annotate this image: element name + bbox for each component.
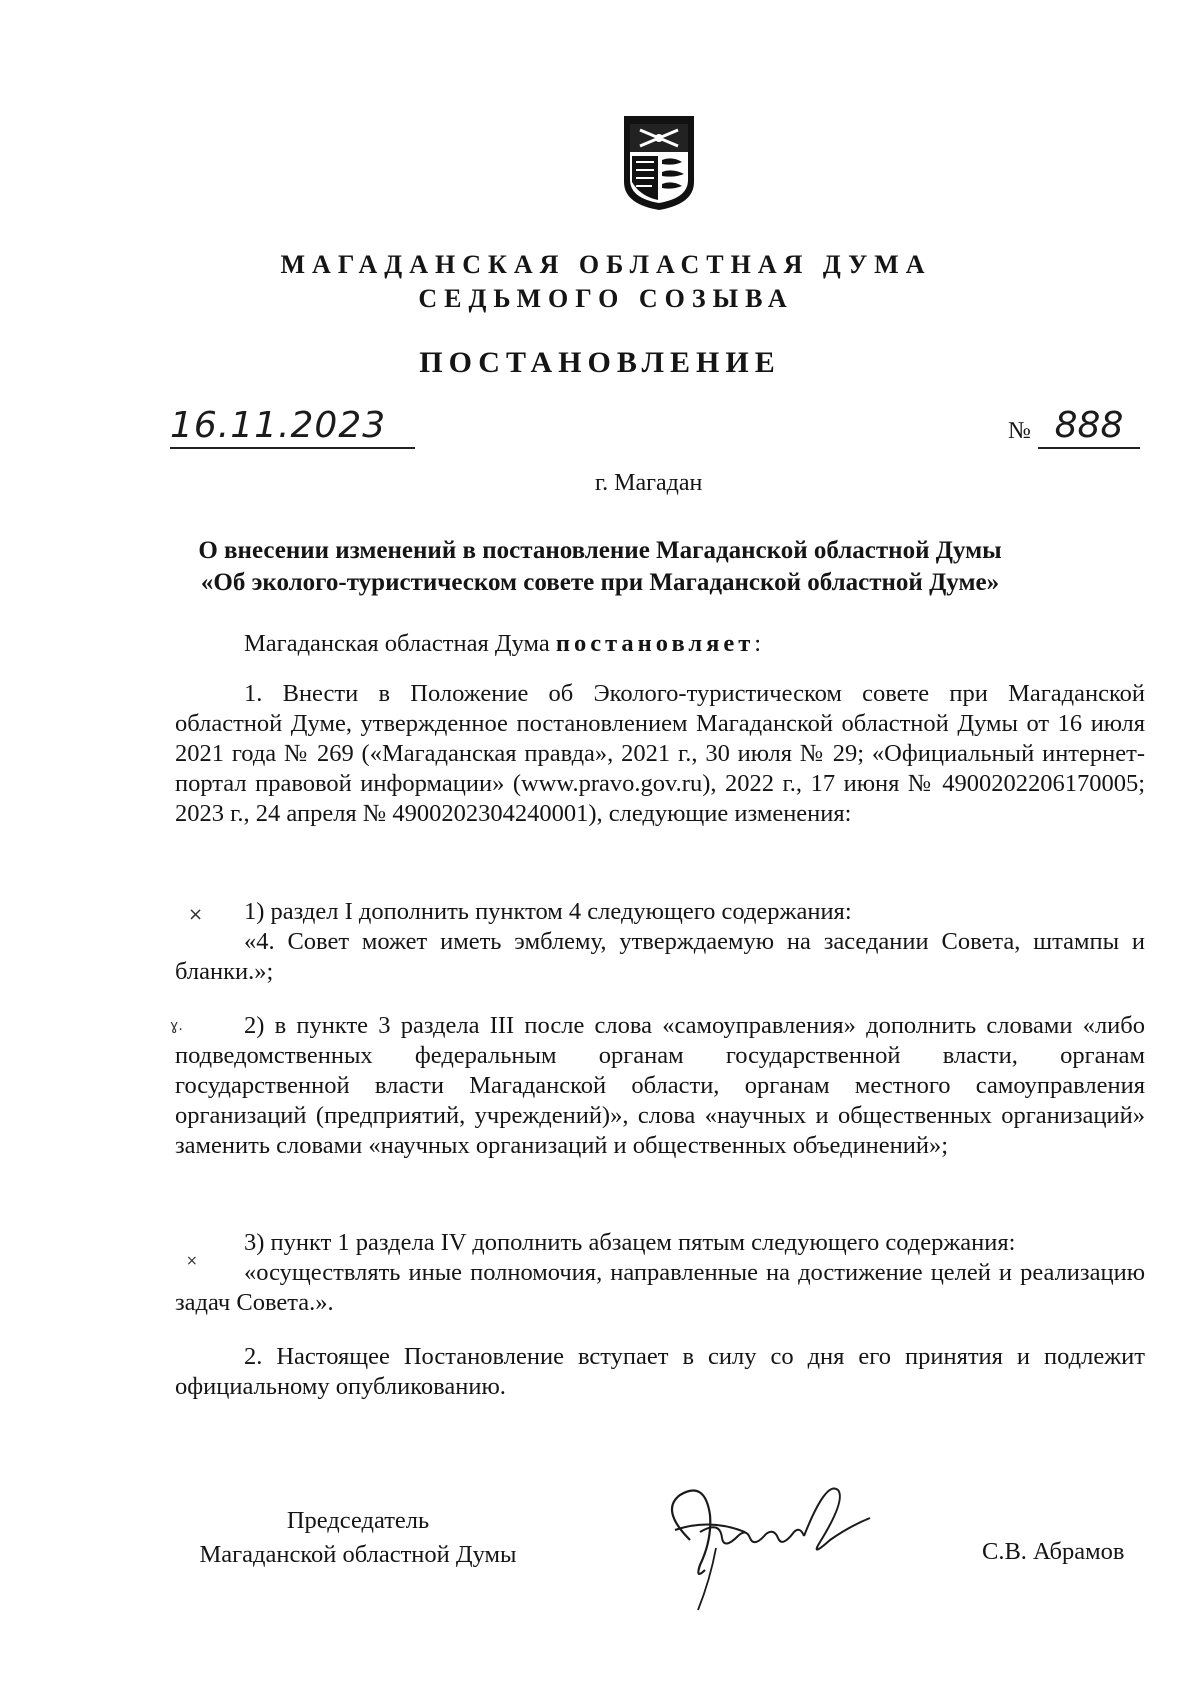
paragraph-item-2: 2. Настоящее Постановление вступает в силу со дня его принятия и подлежит официальному опубликованию. <box>175 1343 1145 1400</box>
signatory-title <box>168 1504 548 1572</box>
title-line: О внесении изменений в постановление Магаданской областной Думы <box>198 537 1002 564</box>
signature-icon <box>650 1470 880 1620</box>
document-type: ПОСТАНОВЛЕНИЕ <box>419 346 781 379</box>
margin-tick-icon: ɣ. <box>170 1018 183 1034</box>
subparagraph-3: 3) пункт 1 раздела IV дополнить абзацем пятым следующего содержания: <box>244 1229 1016 1256</box>
number-label: № <box>1008 418 1031 444</box>
paragraph-item-1: 1. Внести в Положение об Эколого-туристическом совете при Магаданской областной Думе, утвержденное постановлением Магаданской областной Думы от 16 июля 2021 года № 269 («Магаданская правда», 2021 г., 30 июля № 29; «Официальный интернет-портал правовой информации» (www.pravo.gov.ru), 2022 г., 17 июня № 4900202206170005; 2023 г., 24 апреля № 4900202304240001), следующие изменения: <box>175 680 1145 827</box>
signatory-name: С.В. Абрамов <box>982 1538 1125 1565</box>
document-date: 16.11.2023 <box>170 405 415 449</box>
preamble-verb: постановляет <box>555 630 755 657</box>
document-title <box>0 535 1200 599</box>
organization-name: МАГАДАНСКАЯ ОБЛАСТНАЯ ДУМА <box>280 250 932 279</box>
margin-tick-icon: × <box>188 904 204 925</box>
signatory-organization: Магаданской областной Думы <box>199 1541 517 1568</box>
title-line: «Об эколого-туристическом совете при Магаданской областной Думе» <box>200 569 1000 596</box>
city: г. Магадан <box>595 470 703 496</box>
signatory-position: Председатель <box>286 1507 430 1534</box>
preamble <box>244 629 1144 659</box>
preamble-text: Магаданская областная Дума <box>244 630 556 657</box>
convocation: СЕДЬМОГО СОЗЫВА <box>418 284 794 313</box>
subparagraph-3-quote: «осуществлять иные полномочия, направленные на достижение целей и реализацию задач Совета.». <box>175 1259 1145 1316</box>
subparagraph-2: 2) в пункте 3 раздела III после слова «самоуправления» дополнить словами «либо подведомственных федеральным органам государственной власти, органам государственной власти Магаданской области, органам местного самоуправления организаций (предприятий, учреждений)», слова «научных и общественных организаций» заменить словами «научных организаций и общественных объединений»; <box>175 1012 1145 1159</box>
document-number: 888 <box>1038 405 1140 449</box>
subparagraph-1-quote: «4. Совет может иметь эмблему, утверждаемую на заседании Совета, штампы и бланки.»; <box>175 928 1145 985</box>
subparagraph-1: 1) раздел I дополнить пунктом 4 следующего содержания: <box>244 898 852 925</box>
coat-of-arms-icon <box>620 112 698 212</box>
margin-tick-icon: × <box>186 1253 198 1269</box>
preamble-colon: : <box>754 630 762 657</box>
